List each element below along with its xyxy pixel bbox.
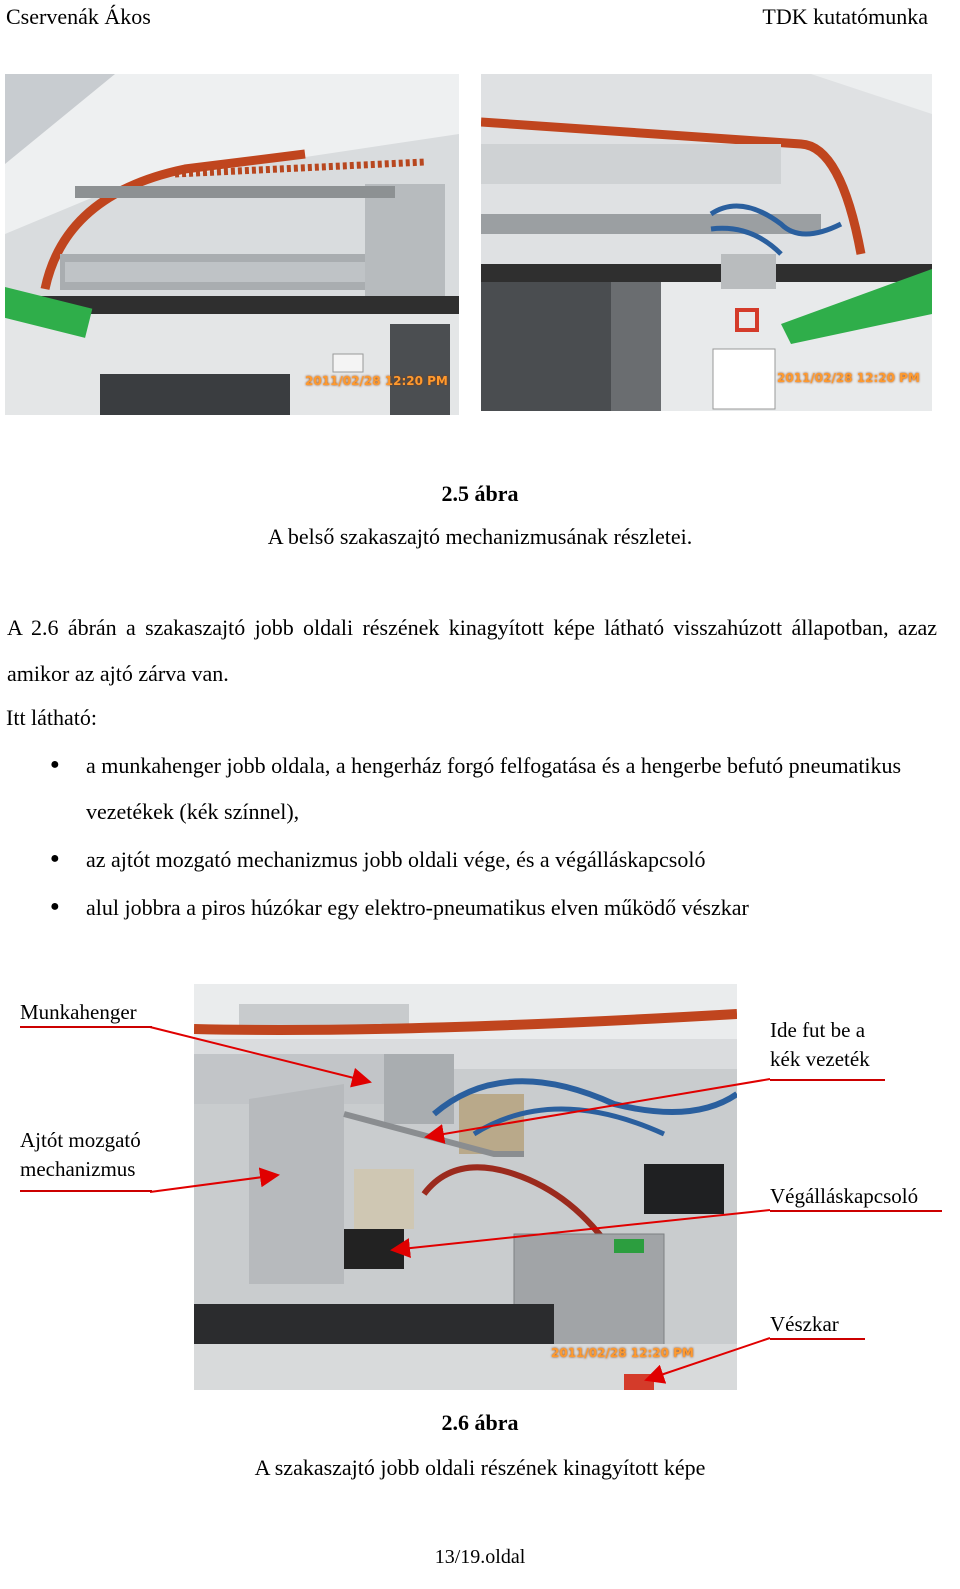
arrow-munkahenger <box>150 1027 370 1082</box>
body-intro: Itt látható: <box>6 705 98 730</box>
label-ide-fut-line1: Ide fut be a <box>770 1018 866 1042</box>
arrow-kek-vezetek <box>426 1079 770 1137</box>
header-project: TDK kutatómunka <box>762 4 928 29</box>
bullet-item: az ajtót mozgató mechanizmus jobb oldali vége, és a végálláskapcsoló <box>86 847 706 872</box>
figure-title: 2.6 ábra <box>441 1410 519 1435</box>
label-veszkar: Vészkar <box>770 1312 839 1336</box>
label-ide-fut-line2: kék vezeték <box>770 1047 870 1071</box>
header-author: Cservenák Ákos <box>6 4 151 29</box>
label-underline <box>770 1079 885 1081</box>
photo-timestamp: 2011/02/28 12:20 PM <box>777 371 920 385</box>
bullet-item: alul jobbra a piros húzókar egy elektro-pneumatikus elven működő vészkar <box>86 895 749 920</box>
label-munkahenger: Munkahenger <box>20 1000 137 1024</box>
label-underline <box>770 1210 942 1212</box>
bullet-item: a munkahenger jobb oldala, a hengerház forgó felfogatása és a hengerbe befutó pneumatikus vezetékek (kék színnel), <box>86 753 902 824</box>
label-underline <box>20 1190 152 1192</box>
bullet-marker: ● <box>50 898 60 915</box>
label-vegallaskapcsolo: Végálláskapcsoló <box>770 1184 919 1208</box>
photo-timestamp: 2011/02/28 12:20 PM <box>305 374 448 388</box>
label-underline <box>20 1026 152 1028</box>
bullet-marker: ● <box>50 756 60 773</box>
figure-caption: A belső szakaszajtó mechanizmusának részletei. <box>267 524 693 549</box>
figure-title: 2.5 ábra <box>441 481 519 506</box>
page-number: 13/19.oldal <box>434 1546 526 1568</box>
label-ajtot-line1: Ajtót mozgató <box>20 1128 141 1152</box>
photo-timestamp: 2011/02/28 12:20 PM <box>551 1346 694 1360</box>
label-underline <box>770 1338 865 1340</box>
bullet-marker: ● <box>50 850 60 867</box>
arrow-vegallaskapcsolo <box>392 1210 770 1250</box>
label-ajtot-line2: mechanizmus <box>20 1157 136 1181</box>
figure-caption: A szakaszajtó jobb oldali részének kinagyított képe <box>254 1455 706 1480</box>
arrow-ajtot-mozgato <box>150 1175 278 1192</box>
arrow-veszkar <box>646 1338 770 1380</box>
body-paragraph: A 2.6 ábrán a szakaszajtó jobb oldali részének kinagyított képe látható visszahúzott állapotban, azaz amikor az ajtó zárva van. <box>7 615 937 686</box>
